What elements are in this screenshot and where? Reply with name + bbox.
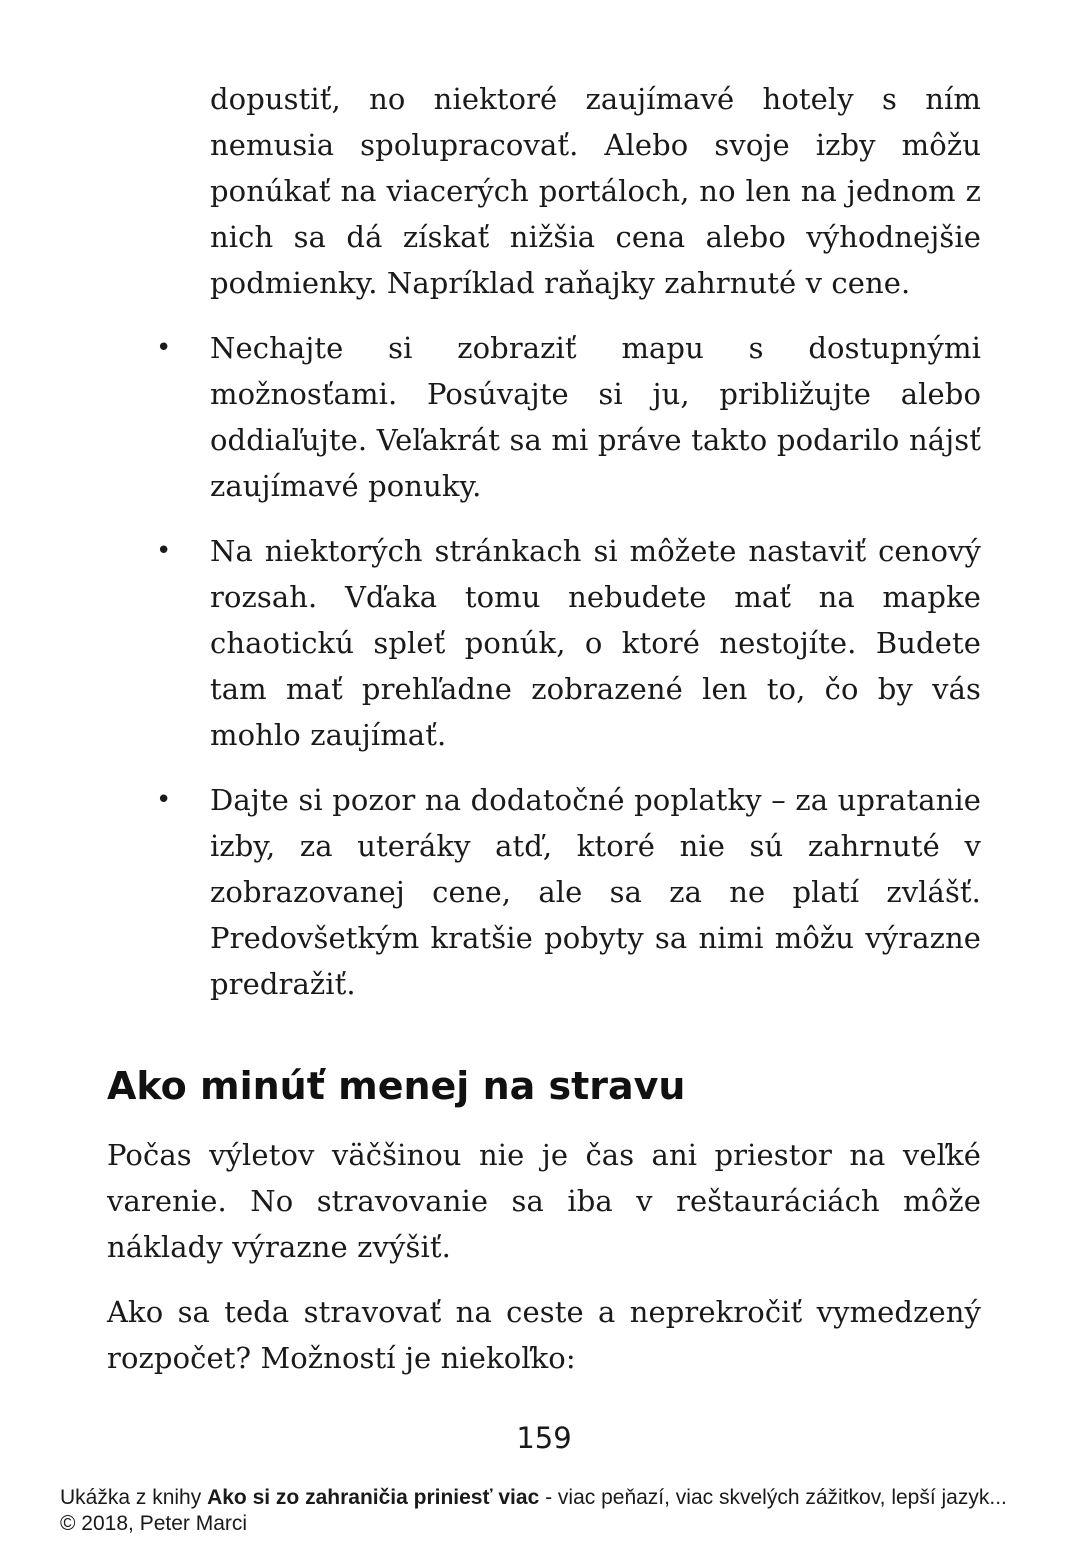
bullet-icon: • [156, 333, 172, 363]
body-paragraph: Ako sa teda stravovať na ceste a neprekročiť vymedzený rozpočet? Možností je niekoľko: [107, 1295, 981, 1375]
bullet-text: Nechajte si zobraziť mapu s dostupnými možnosťami. Posúvajte si ju, približujte alebo oddiaľujte. Veľakrát sa mi práve takto podarilo nájsť zaujímavé ponuky. [210, 331, 981, 503]
section-heading: Ako minúť menej na stravu [107, 1064, 686, 1108]
footer-book-line [60, 1485, 1060, 1511]
list-item [150, 777, 981, 1007]
bullet-icon: • [156, 536, 172, 566]
bullet-icon: • [156, 785, 172, 815]
continuation-paragraph: dopustiť, no niektoré zaujímavé hotely s ním nemusia spolupracovať. Alebo svoje izby môžu ponúkať na viacerých portáloch, no len na jednom z nich sa dá získať nižšia cena alebo výhodnejšie podmienky. Napríklad raňajky zahrnuté v cene. [210, 82, 981, 300]
bullet-text: Dajte si pozor na dodatočné poplatky – za upratanie izby, za uteráky atď, ktoré nie sú zahrnuté v zobrazovanej cene, ale sa za ne platí zvlášť. Predovšetkým kratšie pobyty sa nimi môžu výrazne predražiť. [210, 783, 981, 1001]
footer-copyright: © 2018, Peter Marci [60, 1512, 248, 1535]
footer-subtitle: - viac peňazí, viac skvelých zážitkov, lepší jazyk... [539, 1486, 1007, 1509]
list-item [150, 325, 981, 509]
footer [60, 1485, 1060, 1537]
bullet-text: Na niektorých stránkach si môžete nastaviť cenový rozsah. Vďaka tomu nebudete mať na mapke chaotickú spleť ponúk, o ktoré nestojíte. Budete tam mať prehľadne zobrazené len to, čo by vás mohlo zaujímať. [210, 534, 981, 752]
footer-book-title: Ako si zo zahraničia priniesť viac [207, 1486, 540, 1509]
body-paragraph: Počas výletov väčšinou nie je čas ani priestor na veľké varenie. No stravovanie sa iba v reštauráciách môže náklady výrazne zvýšiť. [107, 1138, 981, 1264]
footer-prefix: Ukážka z knihy [60, 1486, 208, 1509]
list-item [150, 528, 981, 758]
bullet-list [150, 325, 981, 1026]
page-number: 159 [516, 1421, 572, 1455]
